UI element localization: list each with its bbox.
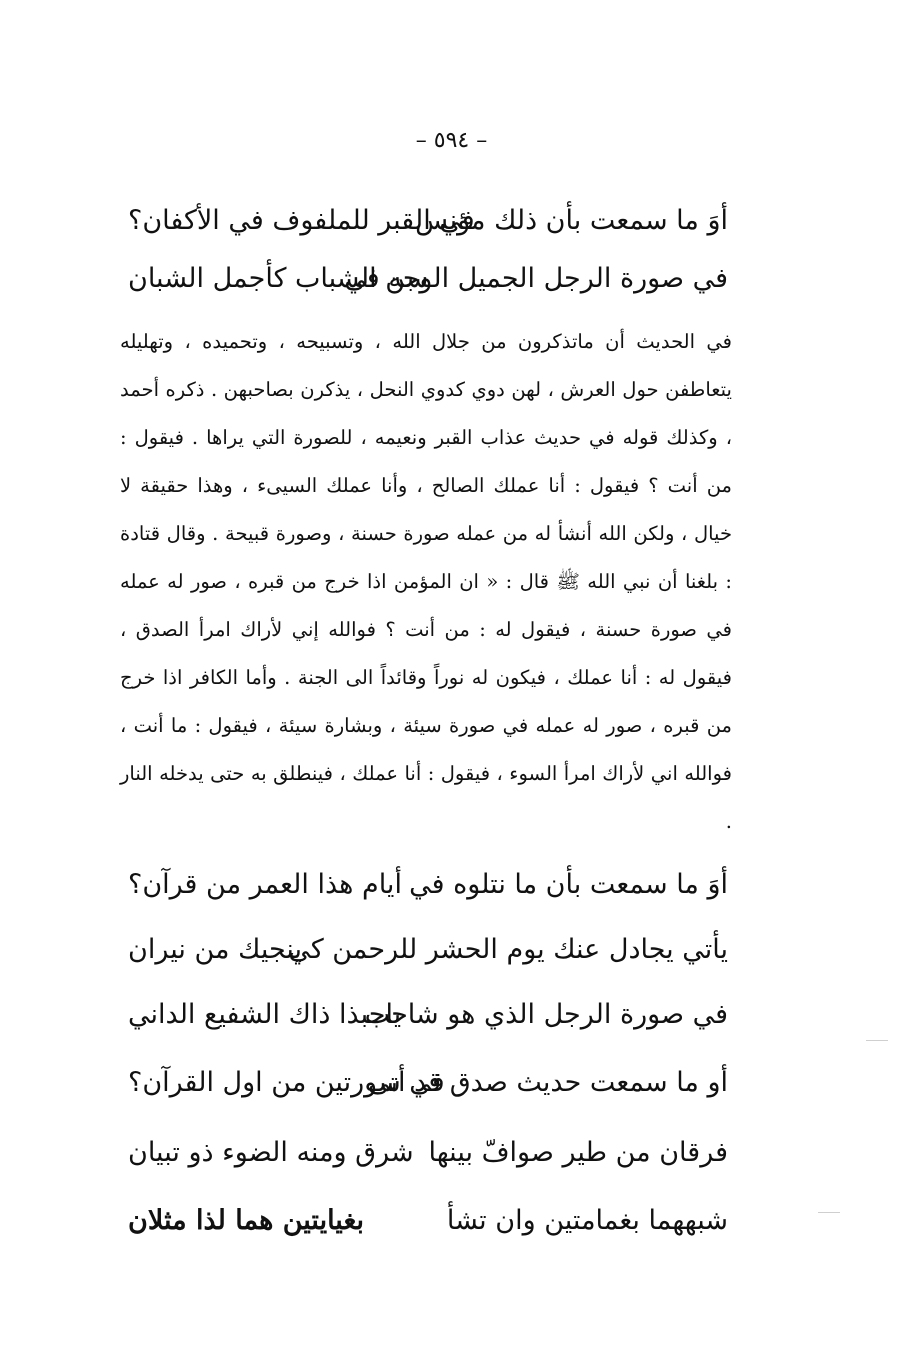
scan-mark — [866, 1040, 888, 1041]
page-number: – ٥٩٤ – — [415, 128, 488, 153]
verse-second-hemistich: ياحبذا ذاك الشفيع الداني — [128, 999, 402, 1030]
verse-line — [128, 1130, 728, 1176]
verse-second-hemistich: أيام هذا العمر من قرآن؟ — [128, 869, 402, 900]
verse-line — [128, 1198, 728, 1244]
verse-first-hemistich: أو ما سمعت حديث صدق قد أتى — [367, 1067, 728, 1098]
commentary-text: في الحديث أن ماتذكرون من جلال الله ، وتسبيحه ، وتحميده ، وتهليله يتعاطفن حول العرش ، لهن دوي كدوي النحل ، يذكرن بصاحبهن . ذكره أحمد ، وكذلك قوله في حديث عذاب القبر ونعيمه ، للصورة التي يراها . فيقول : من أنت ؟ فيقول : أنا عملك الصالح ، وأنا عملك السيىء ، وهذا حقيقة لا خيال ، ولكن الله أنشأ له من عمله صورة حسنة ، وصورة قبيحة . وقال قتادة : بلغنا أن نبي الله ﷺ قال : « ان المؤمن اذا خرج من قبره ، صور له عمله في صورة حسنة ، فيقول له : من أنت ؟ فوالله إني لأراك امرأ الصدق ، فيقول له : أنا عملك ، فيكون له نوراً وقائداً الى الجنة . وأما الكافر اذا خرج من قبره ، صور له عمله في صورة سيئة ، وبشارة سيئة ، فيقول : ما أنت ، فوالله اني لأراك امرأ السوء ، فيقول : أنا عملك ، فينطلق به حتى يدخله النار . — [120, 330, 732, 833]
verse-second-hemistich: بغيايتين هما لذا مثلان — [128, 1205, 364, 1236]
verse-line — [128, 992, 728, 1038]
verse-line — [128, 198, 728, 244]
verse-line — [128, 927, 728, 973]
verse-line — [128, 862, 728, 908]
commentary-paragraph — [120, 318, 732, 846]
verse-first-hemistich: فرقان من طير صوافّ بينها — [428, 1137, 728, 1168]
verse-line — [128, 256, 728, 302]
verse-first-hemistich: شبههما بغمامتين وان تشأ — [446, 1205, 728, 1236]
scan-mark — [818, 1212, 840, 1213]
verse-second-hemistich: ينجيك من نيران — [128, 934, 303, 965]
verse-first-hemistich: أوَ ما سمعت بأن ما نتلوه في — [409, 869, 728, 900]
verse-second-hemistich: شرق ومنه الضوء ذو تبيان — [128, 1137, 414, 1168]
verse-second-hemistich: سن الشباب كأجمل الشبان — [128, 263, 429, 294]
verse-second-hemistich: في سورتين من اول القرآن؟ — [128, 1067, 445, 1098]
verse-first-hemistich: في صورة الرجل الجميل الوجه في — [344, 263, 728, 294]
verse-first-hemistich: أوَ ما سمعت بأن ذلك مؤنس — [415, 205, 728, 236]
verse-second-hemistich: في القبر للملفوف في الأكفان؟ — [128, 205, 475, 236]
verse-first-hemistich: في صورة الرجل الذي هو شاحب — [364, 999, 728, 1030]
verse-first-hemistich: يأتي يجادل عنك يوم الحشر للرحمن كي — [288, 934, 728, 965]
verse-line — [128, 1060, 728, 1106]
